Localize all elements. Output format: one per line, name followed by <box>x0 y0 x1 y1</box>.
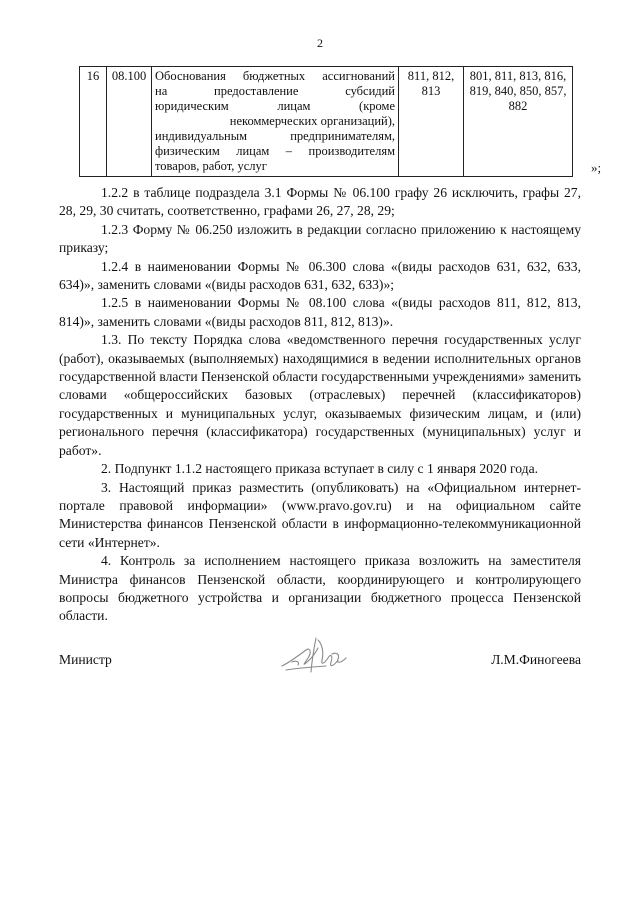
description-line: юридическим лицам (кроме <box>155 99 395 113</box>
handwritten-signature <box>278 632 352 680</box>
description-line: Обоснования бюджетных ассигнований <box>155 69 395 83</box>
paragraph-1-2-3: 1.2.3 Форму № 06.250 изложить в редакции согласно приложению к настоящему приказу; <box>59 221 581 256</box>
row-number-cell: 16 <box>80 67 107 177</box>
form-list-table <box>79 66 573 177</box>
table-row <box>80 67 573 177</box>
description-line: некоммерческих организаций), <box>229 114 395 128</box>
expense-codes-line: 813 <box>421 84 441 98</box>
page-number: 2 <box>317 36 323 50</box>
expense-codes-line: 811, 812, <box>407 69 455 83</box>
description-line: физическим лицам – производителям <box>155 144 395 158</box>
description-line: на предоставление субсидий <box>155 84 395 98</box>
signatory-position: Министр <box>59 652 112 667</box>
paragraph-4: 4. Контроль за исполнением настоящего приказа возложить на заместителя Министра финансов Пензенской области, координирующего и контролирующего вопросы бюджетного устройства и организации бюджетного процесса Пензенской области. <box>59 553 581 624</box>
paragraph-2: 2. Подпункт 1.1.2 настоящего приказа вступает в силу с 1 января 2020 года. <box>101 461 539 477</box>
expense-codes-line: 882 <box>508 99 528 113</box>
expense-codes-line: 819, 840, 850, 857, <box>469 84 567 98</box>
form-description-cell <box>152 67 399 177</box>
paragraph-1-2-2: 1.2.2 в таблице подраздела 3.1 Формы № 06.100 графу 26 исключить, графы 27, 28, 29, 30 считать, соответственно, графами 26, 27, 28, 29; <box>59 185 581 219</box>
paragraph-1-3: 1.3. По тексту Порядка слова «ведомственного перечня государственных услуг (работ), оказываемых (выполняемых) находящимися в ведении исполнительных органов государственной власти Пензенской области государственными учреждениями» заменить словами «общероссийских базовых (отраслевых) перечней (классификаторов) государственных и муниципальных услуг, оказываемых физическим лицам, и (или) регионального перечня (классификатора) государственных (муниципальных) услуг и работ». <box>59 332 581 458</box>
signatory-name: Л.М.Финогеева <box>491 652 581 667</box>
description-line: индивидуальным предпринимателям, <box>155 129 395 143</box>
paragraph-3: 3. Настоящий приказ разместить (опубликовать) на «Официальном интернет-портале правовой информации» (www.pravo.gov.ru) и на официальном сайте Министерства финансов Пензенской области в информационно-телекоммуникационной сети «Интернет». <box>59 479 581 550</box>
expense-codes-cell <box>464 67 573 177</box>
order-text <box>59 184 581 626</box>
description-line: товаров, работ, услуг <box>155 159 267 173</box>
expense-codes-line: 801, 811, 813, 816, <box>469 69 567 83</box>
expense-codes-cell <box>399 67 464 177</box>
paragraph-1-2-4: 1.2.4 в наименовании Формы № 06.300 слова «(виды расходов 631, 632, 633, 634)», заменить словами «(виды расходов 631, 632, 633)»; <box>59 258 581 293</box>
paragraph-1-2-5: 1.2.5 в наименовании Формы № 08.100 слова «(виды расходов 811, 812, 813, 814)», заменить словами «(виды расходов 811, 812, 813)». <box>59 295 581 329</box>
closing-quote-mark: »; <box>591 160 602 175</box>
form-code-cell: 08.100 <box>107 67 152 177</box>
